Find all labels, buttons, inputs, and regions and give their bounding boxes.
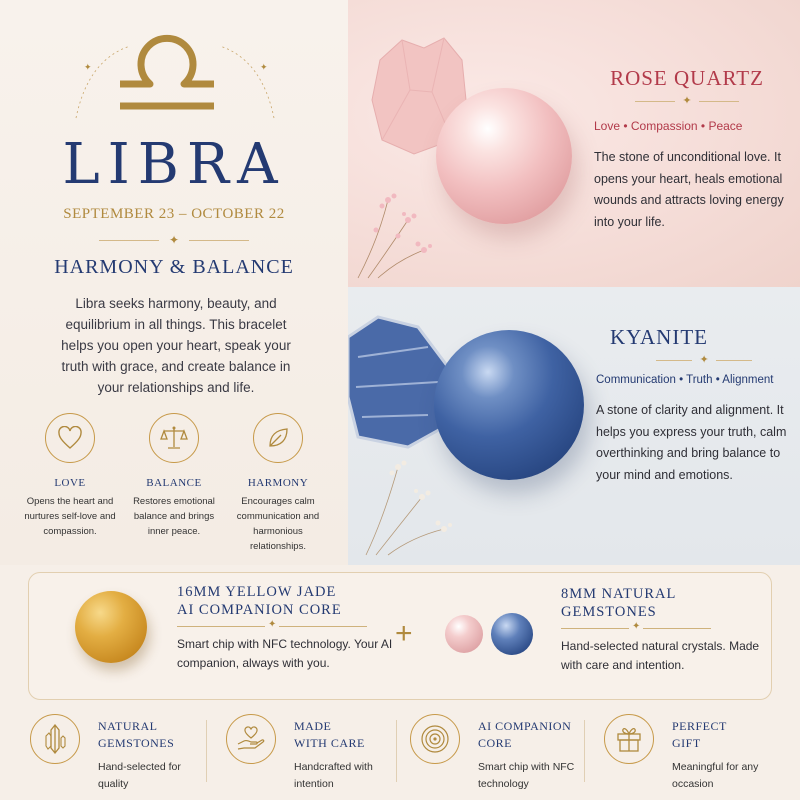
feature-title-line-1: MADE (294, 719, 332, 733)
dried-flowers-image (358, 437, 458, 557)
sparkle-divider: ✦ (561, 628, 711, 629)
scales-icon (149, 413, 199, 463)
feature-desc: Handcrafted with intention (294, 761, 373, 790)
companion-core-info (177, 583, 397, 673)
feature-made-with-care (214, 708, 396, 798)
product-components-band (28, 572, 772, 700)
feature-desc: Hand-selected for quality (98, 761, 181, 790)
core-description: Smart chip with NFC technology. Your AI companion, always with you. (177, 637, 393, 670)
stone-description: The stone of unconditional love. It opens your heart, heals emotional wounds and attracts loving energy into your life. (594, 150, 784, 229)
feature-separator (206, 720, 207, 782)
intro-text: Libra seeks harmony, beauty, and equilibrium in all things. This bracelet helps you open your heart, speak your truth with grace, and create balance in your relationships and life. (61, 296, 291, 395)
date-range: SEPTEMBER 23 – OCTOBER 22 (63, 206, 285, 222)
feature-title-line-2: GIFT (672, 736, 701, 750)
nfc-rings-icon (410, 714, 460, 764)
sparkle-divider: ✦ (596, 353, 796, 366)
gems-title-line-2: GEMSTONES (561, 604, 657, 620)
feature-desc: Smart chip with NFC technology (478, 761, 575, 790)
features-row (18, 708, 788, 798)
virtues-row (16, 413, 336, 563)
feature-title-line-1: NATURAL (98, 719, 158, 733)
virtue-name: HARMONY (247, 477, 309, 489)
stone-description: A stone of clarity and alignment. It helps you express your truth, calm overthinking and bring balance to your mind and emotions. (596, 403, 787, 482)
virtue-desc: Encourages calm communication and harmonious relationships. (236, 496, 320, 552)
feature-title-line-2: CORE (478, 736, 513, 750)
kyanite-panel (348, 287, 800, 565)
feature-separator (584, 720, 585, 782)
kyanite-info (596, 325, 796, 486)
feature-title-line-1: PERFECT (672, 719, 727, 733)
feature-ai-companion-core (398, 708, 580, 798)
crystal-icon (30, 714, 80, 764)
sparkle-divider: ✦ (0, 233, 348, 247)
rose-quartz-panel (348, 0, 800, 287)
gems-title-line-1: 8MM NATURAL (561, 586, 677, 602)
rose-quartz-sphere-image (436, 88, 572, 224)
dried-flowers-image (348, 170, 438, 280)
feature-separator (396, 720, 397, 782)
svg-text:✦: ✦ (84, 63, 92, 73)
stone-name: KYANITE (610, 325, 708, 349)
feature-title-line-2: GEMSTONES (98, 736, 175, 750)
feature-desc: Meaningful for any occasion (672, 761, 759, 790)
yellow-jade-bead-image (75, 591, 147, 663)
plus-sign: + (395, 617, 413, 650)
kyanite-bead-image (491, 613, 533, 655)
rose-quartz-bead-image (445, 615, 483, 653)
virtue-harmony (226, 413, 330, 554)
virtue-love (18, 413, 122, 539)
gemstones-info (561, 585, 761, 675)
gift-icon (604, 714, 654, 764)
gems-description: Hand-selected natural crystals. Made with care and intention. (561, 639, 760, 672)
virtue-name: LOVE (54, 477, 86, 489)
stone-keywords: Love • Compassion • Peace (594, 119, 743, 133)
feature-title-line-1: AI COMPANION (478, 719, 572, 733)
sparkle-divider: ✦ (594, 94, 780, 107)
section-heading: HARMONY & BALANCE (54, 256, 294, 278)
page-title: LIBRA (62, 132, 286, 197)
sparkle-divider: ✦ (177, 626, 367, 627)
feature-title-line-2: WITH CARE (294, 736, 365, 750)
star-arc-decoration (70, 40, 280, 120)
core-title-line-2: AI COMPANION CORE (177, 602, 342, 618)
stone-name: ROSE QUARTZ (610, 66, 764, 90)
feature-natural-gemstones (18, 708, 200, 798)
stone-keywords: Communication • Truth • Alignment (596, 374, 774, 386)
leaf-icon (253, 413, 303, 463)
feature-perfect-gift (592, 708, 774, 798)
core-title-line-1: 16MM YELLOW JADE (177, 584, 337, 600)
heart-hand-icon (226, 714, 276, 764)
libra-panel (0, 0, 348, 565)
rose-quartz-info (594, 66, 794, 233)
virtue-desc: Restores emotional balance and brings inner peace. (133, 496, 215, 537)
heart-icon (45, 413, 95, 463)
virtue-balance (122, 413, 226, 539)
virtue-desc: Opens the heart and nurtures self-love and compassion. (24, 496, 116, 537)
virtue-name: BALANCE (146, 477, 202, 489)
svg-text:✦: ✦ (260, 63, 268, 73)
